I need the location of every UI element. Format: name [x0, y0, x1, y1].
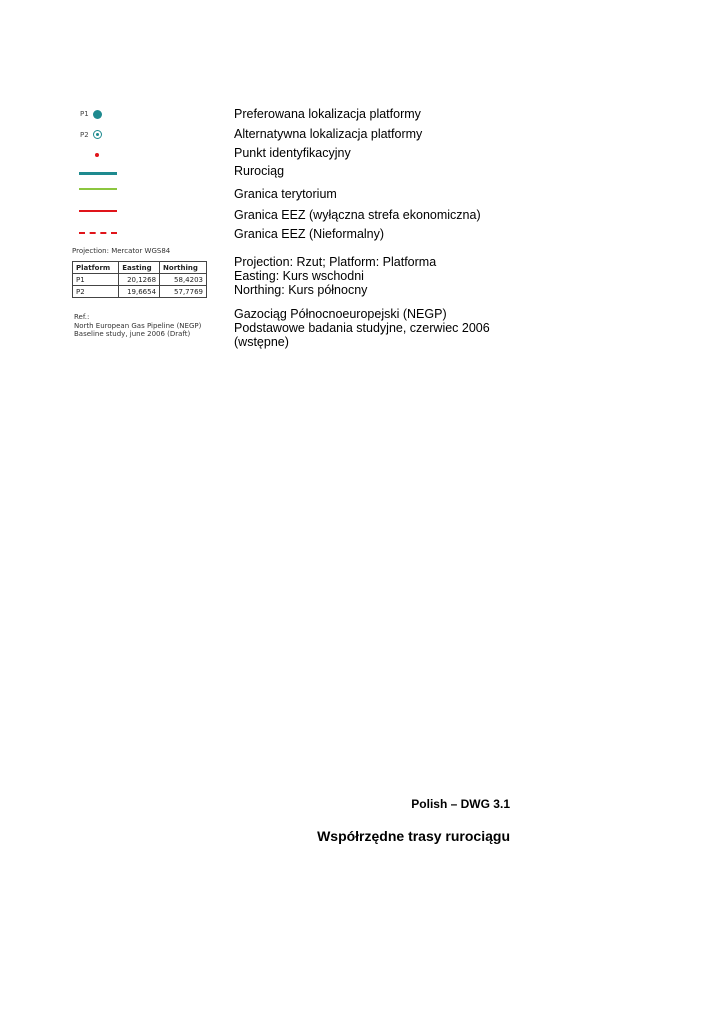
coordinates-table [72, 261, 207, 298]
table-cell: P1 [73, 274, 119, 286]
table-row [73, 286, 207, 298]
alternative-platform-icon [93, 130, 102, 139]
table-cell: 57,7769 [160, 286, 207, 298]
table-cell: 58,4203 [160, 274, 207, 286]
reference-translation-line: Podstawowe badania studyjne, czerwiec 2006 [234, 321, 490, 335]
projection-translation-line: Projection: Rzut; Platform: Platforma [234, 255, 437, 269]
legend-desc-eez: Granica EEZ (wyłączna strefa ekonomiczna) [234, 208, 481, 222]
drawing-label: Polish – DWG 3.1 [411, 797, 510, 811]
table-cell: P2 [73, 286, 119, 298]
northing-translation-line: Northing: Kurs północny [234, 283, 368, 297]
legend-desc-alternative: Alternatywna lokalizacja platformy [234, 127, 423, 141]
p2-code: P2 [80, 131, 89, 139]
reference-label: Ref.: [74, 313, 90, 321]
eez-informal-line-icon [79, 232, 117, 234]
easting-translation-line: Easting: Kurs wschodni [234, 269, 364, 283]
eez-boundary-line-icon [79, 210, 117, 212]
projection-translation [234, 255, 436, 297]
reference-line-1: North European Gas Pipeline (NEGP) [74, 321, 202, 330]
preferred-platform-icon [93, 110, 102, 119]
legend-desc-preferred: Preferowana lokalizacja platformy [234, 107, 421, 121]
col-header-northing: Northing [160, 262, 207, 274]
legend-desc-eez-informal: Granica EEZ (Nieformalny) [234, 227, 385, 241]
territory-boundary-line-icon [79, 188, 117, 190]
pipeline-line-icon [79, 172, 117, 175]
col-header-easting: Easting [119, 262, 160, 274]
page-title: Współrzędne trasy rurociągu [317, 828, 510, 844]
identification-point-icon [95, 153, 99, 157]
table-cell: 19,6654 [119, 286, 160, 298]
reference-translation [234, 307, 490, 349]
legend-desc-identification-point: Punkt identyfikacyjny [234, 146, 351, 160]
reference-block [74, 313, 201, 339]
projection-label: Projection: Mercator WGS84 [72, 247, 171, 255]
reference-translation-line: (wstępne) [234, 335, 289, 349]
legend-desc-pipeline: Rurociąg [234, 164, 285, 178]
reference-line-2: Baseline study, june 2006 (Draft) [74, 330, 191, 338]
col-header-platform: Platform [73, 262, 119, 274]
table-row [73, 274, 207, 286]
p1-code: P1 [80, 110, 89, 118]
table-header-row [73, 262, 207, 274]
legend-desc-territory: Granica terytorium [234, 187, 337, 201]
table-cell: 20,1268 [119, 274, 160, 286]
reference-translation-line: Gazociąg Północnoeuropejski (NEGP) [234, 307, 447, 321]
